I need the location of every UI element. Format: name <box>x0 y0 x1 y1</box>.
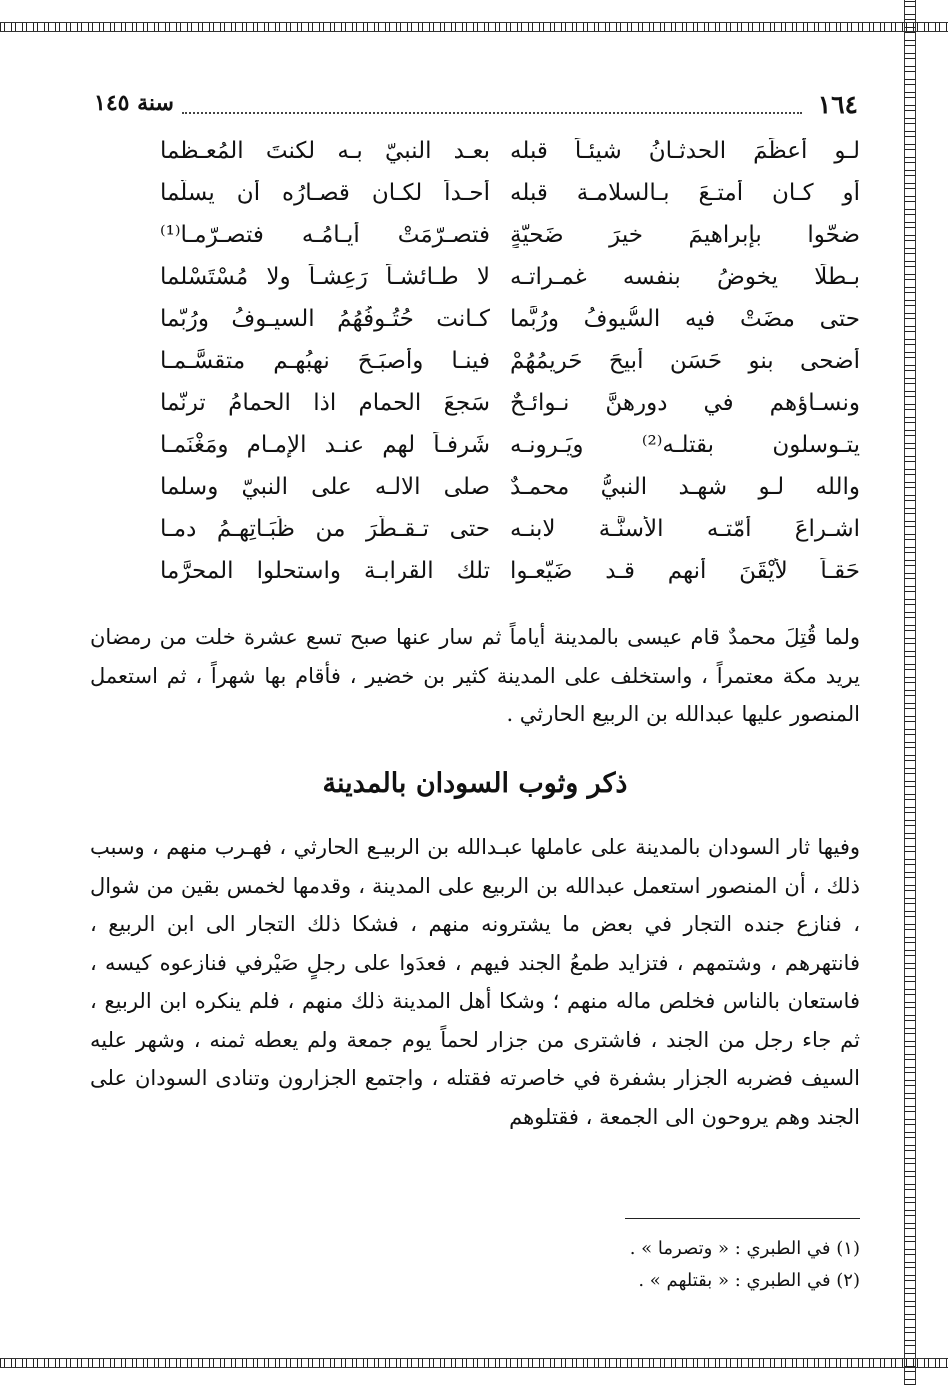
verse-second-hemistich: صلى الالـه على النبيّ وسلما <box>160 474 490 500</box>
verse-first-hemistich: ضحّوا بإبراهيمَ خيرَ ضَحيّةٍ <box>510 222 860 248</box>
verse-first-hemistich: أضحى بنو حَسَن أبيحَ حَريمُهُمْ <box>510 348 860 374</box>
verse-first-hemistich: حَقـاً لأيْقَنَ أنهم قـد ضَيّعـوا <box>510 558 860 584</box>
verse <box>90 474 860 516</box>
verse-second-hemistich: فتصـرّمَتْ أيـامُـه فتصـرّمـا⁽¹⁾ <box>160 222 490 248</box>
running-header <box>90 88 860 128</box>
verse-first-hemistich: ونسـاؤهم في دورهنَّ نـوائـحٌ <box>510 390 860 416</box>
footnote-separator <box>625 1218 860 1219</box>
page-number: ١٦٤ <box>817 90 858 119</box>
verse-second-hemistich: بعـد النبيّ بـه لكنتَ المُعـظما <box>160 138 490 164</box>
verse-first-hemistich: بـطلًا يخوضُ بنفسه غمـراتـه <box>510 264 860 290</box>
top-border-ornament <box>0 22 948 32</box>
verse <box>90 138 860 180</box>
verse <box>90 306 860 348</box>
paragraph-after-poem: ولما قُتِلَ محمدٌ قام عيسى بالمدينة أياماً ثم سار عنها صبح تسع عشرة خلت من رمضان يريد مكة معتمراً ، واستخلف على المدينة كثير بن خضير ، فأقام بها شهراً ، ثم استعمل المنصور عليها عبدالله بن الربيع الحارثي . <box>90 625 860 726</box>
verse <box>90 348 860 390</box>
verse-second-hemistich: لا طـائشـاً رَعِشـاً ولا مُسْتَسْلما <box>160 264 490 290</box>
year-label: سنة ١٤٥ <box>94 90 174 116</box>
verse-first-hemistich: يتـوسلون بقتلـه⁽²⁾ ويَـرونـه <box>510 432 860 458</box>
verse-second-hemistich: تلك القرابـة واستحلوا المحرَّما <box>160 558 490 584</box>
verse <box>90 516 860 558</box>
verse-second-hemistich: أحـداً لكـان قصـارُه أن يسلَّما <box>160 180 490 206</box>
verse <box>90 264 860 306</box>
verse-second-hemistich: شَرفـاً لهم عنـد الإمـام ومَغْنَمـا <box>160 432 490 458</box>
verse-second-hemistich: حتى تـقـطَّرَ من ظُبَـاتِهِـمُ دمـا <box>160 516 490 542</box>
verse-first-hemistich: اشـراعَ أمّتـه الأسنَّـة لابنـه <box>510 516 860 542</box>
verse-first-hemistich: لـو أعظَمَ الحدثـانُ شيئـاً قبله <box>510 138 860 164</box>
verse-first-hemistich: والله لـو شهـد النبيُّ محمـدٌ <box>510 474 860 500</box>
verse <box>90 432 860 474</box>
bottom-border-ornament <box>0 1358 948 1368</box>
verse <box>90 222 860 264</box>
footnote-2: (٢) في الطبري : « بقتلهم » . <box>638 1270 860 1291</box>
verse-second-hemistich: فينـا وأصبَـحَ نهبُهـم متقسَّـمـا <box>160 348 490 374</box>
verse <box>90 558 860 600</box>
verse <box>90 390 860 432</box>
right-border-ornament <box>904 0 916 1385</box>
verse-first-hemistich: أو كـان أمتـعَ بـالسلامـة قبله <box>510 180 860 206</box>
footnote-1: (١) في الطبري : « وتصرما » . <box>629 1238 860 1259</box>
verse-first-hemistich: حتى مضَتْ فيه السُّيوفُ ورُبَّما <box>510 306 860 332</box>
verse <box>90 180 860 222</box>
section-paragraph: وفيها ثار السودان بالمدينة على عاملها عبـدالله بن الربيـع الحارثي ، فهـرب منهم ، وسبب ذلك ، أن المنصور استعمل عبدالله بن الربيع على المدينة ، وقدمها لخمس بقين من شوال ، فنازع جنده التجار في بعض ما يشترونه منهم ، فشكا ذلك التجار الى ابن الربيع ، فانتهرهم ، وشتمهم ، فتزايد طمعُ الجند فيهم ، فعدَوا على رجلٍ صَيْرفي فنازعوه كيسه ، فاستعان بالناس فخلص ماله منهم ؛ وشكا أهل المدينة ذلك منهم ، فلم ينكره ابن الربيع ، ثم جاء رجل من الجند ، فاشترى من جزار لحماً يوم جمعة ولم يعطه ثمنه ، وشهر عليه السيف فضربه الجزار بشفرة في خاصرته فقتله ، واجتمع الجزارون وتنادى السودان على الجند وهم يروحون الى الجمعة ، فقتلوهم <box>90 835 860 1129</box>
verse-second-hemistich: كـانت حُتُـوفُهُمُ السيـوفُ ورُبّما <box>160 306 490 332</box>
verse-second-hemistich: سَجعَ الحمامِ اذا الحمامُ ترنّما <box>160 390 490 416</box>
header-dotted-leader <box>182 112 802 114</box>
section-title: ذكر وثوب السودان بالمدينة <box>322 768 628 799</box>
